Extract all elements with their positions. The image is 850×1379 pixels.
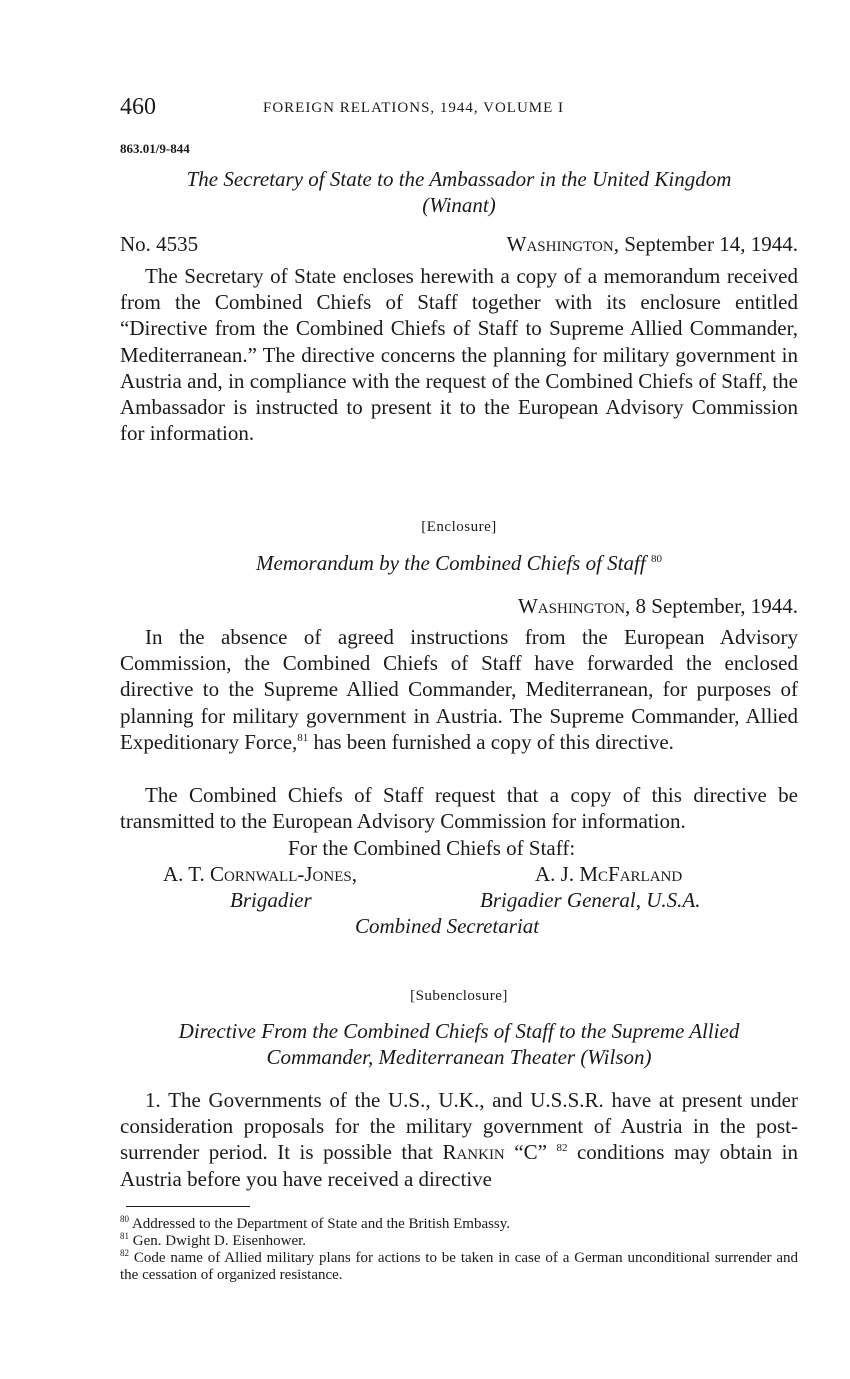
footnote-ref-82: 82 [556,1142,568,1155]
dispatch-date: , September 14, 1944. [613,232,798,256]
memo-dateline-text [518,594,798,619]
footnote-rule [126,1206,250,1207]
file-number: 863.01/9-844 [120,141,190,156]
signer-1-name: A. T. Cornwall-Jones, [163,862,357,886]
memo-paragraph-1-part1: In the absence of agreed instructions from the European Advisory Commission, the Combined Chiefs of Staff have forwarded the enclosed directive to the Supreme Allied Commander, Mediterranean, for purposes of planning for military government in Austria. The Supreme Commander, Allied Expeditionary Force, [120,625,798,754]
footnote-82-mark: 82 [120,1248,129,1258]
dispatch-number: No. 4535 [120,232,199,256]
footnote-81-mark: 81 [120,1231,129,1241]
directive-rankin: Rankin [442,1140,505,1165]
footnote-82-text: Code name of Allied military plans for actions to be taken in case of a German unconditional surrender and the cessation of organized resistance. [120,1250,799,1283]
directive-paragraph-1-part3: conditions may obtain in Austria before you have received a directive [120,1140,798,1191]
page-header [120,94,798,124]
signer-1-title: Brigadier [230,888,312,912]
footnote-81 [120,1233,798,1250]
footnote-82 [120,1250,798,1284]
running-title: FOREIGN RELATIONS, 1944, VOLUME I [263,100,565,116]
subenclosure-title-line1: Directive From the Combined Chiefs of Staff to the Supreme Allied [178,1019,740,1043]
directive-paragraph-1-part1: 1. The Governments of the U.S., U.K., and U.S.S.R. have at present under consideration proposals for the military government of Austria in the post-surrender period. It is possible that [120,1088,798,1165]
enclosure-label: [Enclosure] [421,519,497,535]
document-title-line1: The Secretary of State to the Ambassador in the United Kingdom [186,167,732,191]
signature-group: Combined Secretariat [355,914,540,938]
signer-2-title: Brigadier General, U.S.A. [480,888,701,912]
body-paragraph: The Secretary of State encloses herewith a copy of a memorandum received from the Combined Chiefs of Staff together with its enclosure entitled “Directive from the Combined Chiefs of Staff to Supreme Allied Commander, Mediterranean.” The directive concerns the planning for military government in Austria and, in compliance with the request of the Combined Chiefs of Staff, the Ambassador is instructed to present it to the European Advisory Commission for information. [120,264,798,446]
document-title-line2: (Winant) [422,193,496,217]
directive-paragraph-1-part2: “C” [504,1140,547,1165]
memo-paragraph-2: The Combined Chiefs of Staff request that a copy of this directive be transmitted to the European Advisory Commission for information. [120,783,798,834]
footnote-80-text: Addressed to the Department of State and the British Embassy. [131,1216,511,1232]
footnote-80 [120,1216,798,1233]
subenclosure-label: [Subenclosure] [410,988,508,1004]
directive-paragraph-1 [120,1087,798,1192]
subenclosure-title [120,1018,798,1070]
memo-paragraph-1 [120,624,798,755]
memo-title [120,551,798,576]
page-number: 460 [120,94,156,120]
footnote-81-text: Gen. Dwight D. Eisenhower. [132,1233,307,1249]
document-title [120,166,798,218]
signoff: For the Combined Chiefs of Staff: [288,836,576,860]
memo-paragraph-1-part2: has been furnished a copy of this directive. [308,729,674,754]
memo-place: Washington [517,594,626,618]
footnote-ref-81: 81 [297,731,309,744]
dispatch-place: Washington [506,232,614,256]
dispatch-dateline [507,232,798,257]
memo-date: , 8 September, 1944. [625,594,798,618]
footnote-80-mark: 80 [120,1214,129,1224]
footnote-ref-80: 80 [650,553,662,565]
signer-2-name: A. J. McFarland [535,862,683,886]
subenclosure-title-line2: Commander, Mediterranean Theater (Wilson) [266,1045,652,1069]
memo-title-text: Memorandum by the Combined Chiefs of Staff [256,551,646,575]
